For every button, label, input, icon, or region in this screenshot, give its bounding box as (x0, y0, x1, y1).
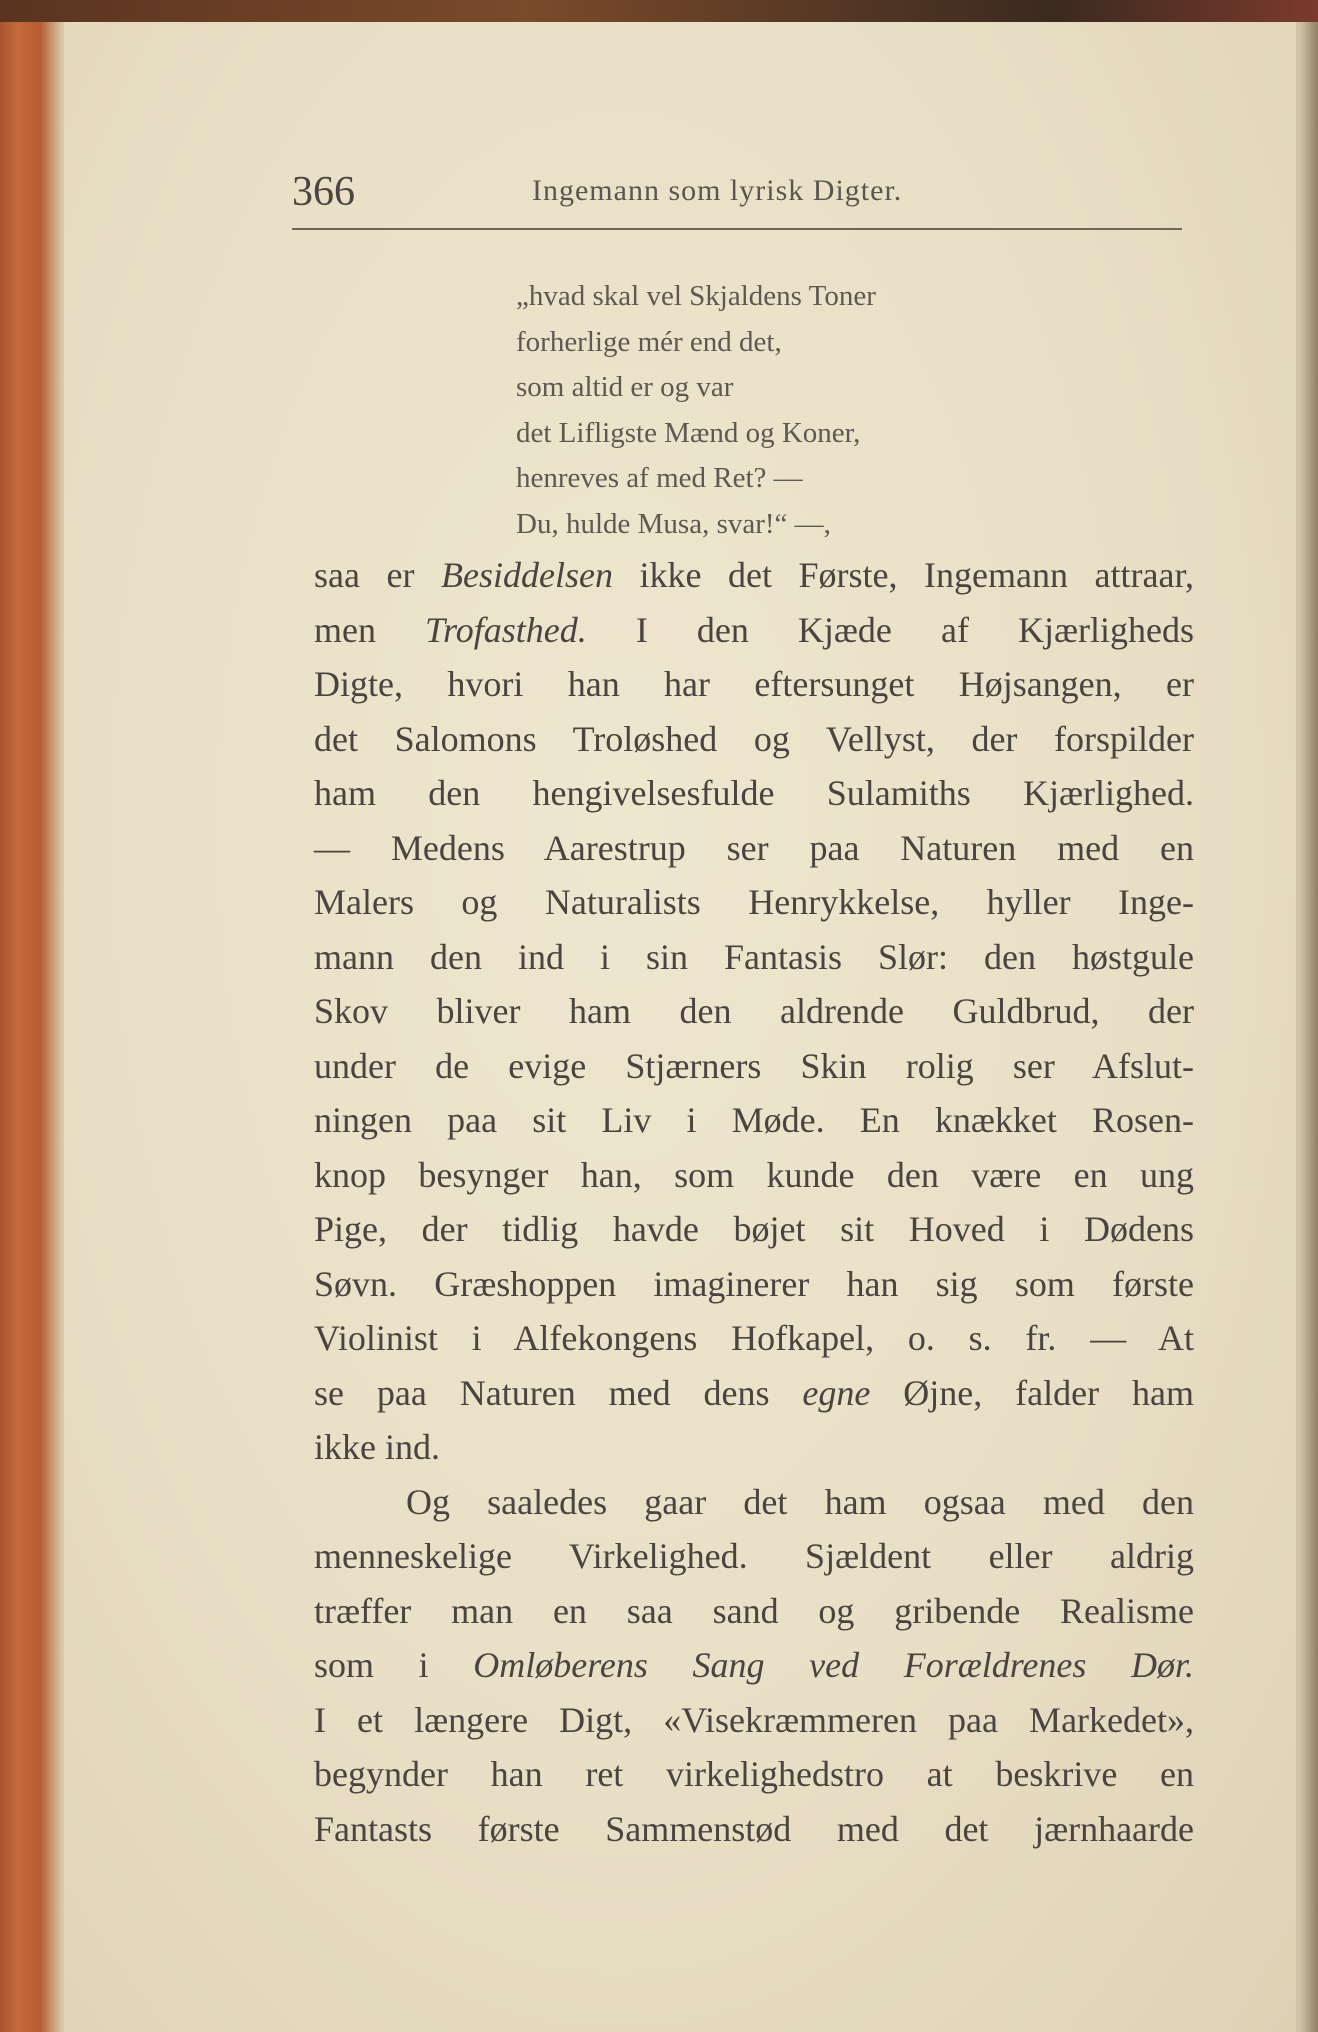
poem-line: forherlige mér end det, (516, 325, 782, 358)
poem-excerpt (516, 274, 1076, 547)
text-line: Malers og Naturalists Henrykkelse, hyller Inge- (314, 882, 1194, 922)
text-line: Skov bliver ham den aldrende Guldbrud, der (314, 991, 1194, 1031)
emphasis: Besiddelsen (441, 555, 613, 595)
running-head: Ingemann som lyrisk Digter. (532, 174, 903, 207)
text-line: ningen paa sit Liv i Møde. En knækket Rosen- (314, 1100, 1194, 1140)
text-line (314, 548, 1194, 603)
text-line: ikke ind. (314, 1427, 440, 1467)
text-line: det Salomons Troløshed og Vellyst, der forspilder (314, 718, 1194, 759)
poem-line: som altid er og var (516, 371, 734, 403)
text-line: Fantasts første Sammenstød med det jærnhaarde (314, 1808, 1194, 1849)
text-run: men (314, 609, 426, 650)
text-line: begynder han ret virkelighedstro at beskrive en (314, 1754, 1194, 1794)
text-run: se paa Naturen med dens (314, 1372, 803, 1413)
text-line: træffer man en saa sand og gribende Realisme (314, 1590, 1194, 1631)
poem-line: „hvad skal vel Skjaldens Toner (516, 280, 876, 312)
text-line: Pige, der tidlig havde bøjet sit Hoved i Dødens (314, 1209, 1194, 1249)
text-line: — Medens Aarestrup ser paa Naturen med en (314, 827, 1194, 868)
text-line (314, 603, 1194, 658)
text-line: I et længere Digt, «Visekræmmeren paa Markedet», (314, 1699, 1194, 1740)
text-line (314, 1366, 1194, 1421)
text-line: ham den hengivelsesfulde Sulamiths Kjærlighed. (314, 773, 1194, 813)
text-run: ikke det Første, Ingemann attraar, (612, 555, 1194, 595)
title-emphasis: Omløberens Sang ved Forældrenes Dør. (473, 1645, 1194, 1685)
poem-line: Du, hulde Musa, svar!“ —, (516, 507, 831, 540)
text-run: som i (314, 1645, 474, 1685)
poem-line: det Lifligste Mænd og Koner, (516, 416, 861, 449)
page-number: 366 (292, 169, 355, 215)
text-line: Digte, hvori han har eftersunget Højsangen, er (314, 664, 1194, 704)
top-edge (0, 0, 1318, 22)
text-line: knop besynger han, som kunde den være en ung (314, 1154, 1194, 1195)
poem-line: henreves af med Ret? — (516, 462, 803, 494)
page-header (292, 168, 1182, 230)
emphasis: Trofasthed. (425, 609, 587, 650)
text-line: Violinist i Alfekongens Hofkapel, o. s. fr. — At (314, 1318, 1194, 1358)
text-run: Øjne, falder ham (870, 1372, 1194, 1413)
paragraph-start: Og saaledes gaar det ham ogsaa med den (406, 1481, 1194, 1522)
text-run: saa er (314, 555, 441, 595)
text-line: mann den ind i sin Fantasis Slør: den høstgule (314, 936, 1194, 977)
text-line (314, 1638, 1194, 1693)
body-text (314, 548, 1194, 1856)
text-line: menneskelige Virkelighed. Sjældent eller aldrig (314, 1536, 1194, 1576)
emphasis: egne (802, 1372, 871, 1413)
text-line: under de evige Stjærners Skin rolig ser Afslut- (314, 1045, 1194, 1086)
text-run: I den Kjæde af Kjærligheds (586, 609, 1194, 650)
text-line: Søvn. Græshoppen imaginerer han sig som første (314, 1263, 1194, 1304)
